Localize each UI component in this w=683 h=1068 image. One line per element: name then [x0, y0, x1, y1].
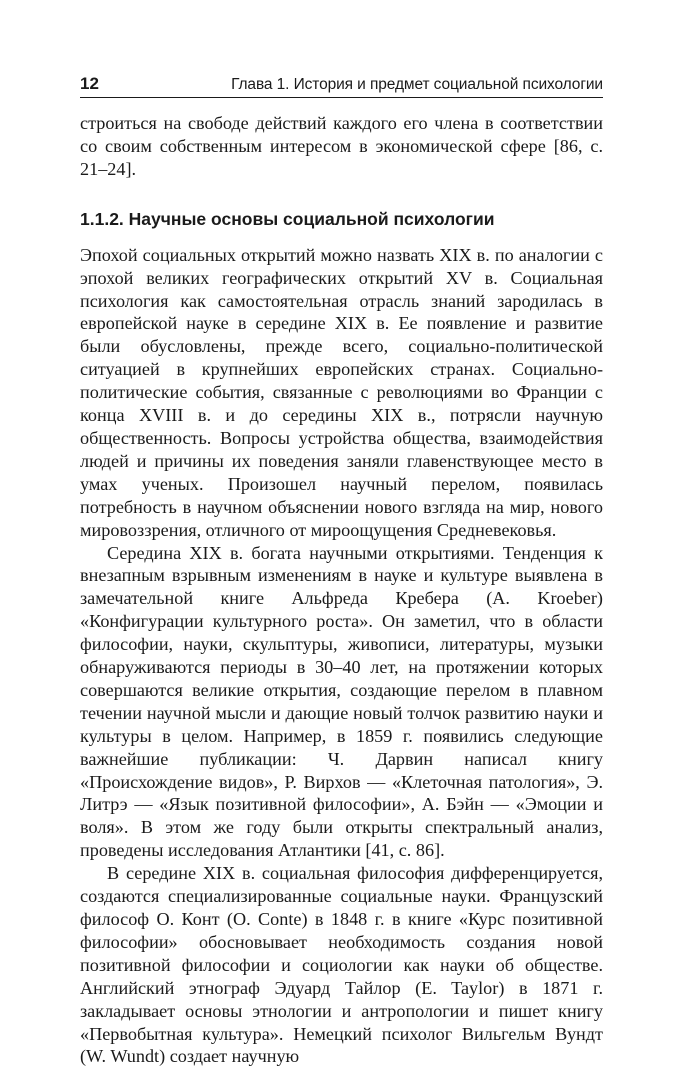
continuation-paragraph: строиться на свободе действий каждого его члена в соответствии со своим собственным интересом в экономической сфере [86, с. 21–24].: [80, 113, 603, 179]
paragraph-1: Эпохой социальных открытий можно назвать XIX в. по аналогии с эпохой великих географических открытий XV в. Социальная психология как самостоятельная отрасль знаний зародилась в европейской науке в середине XIX в. Ее появление и развитие были обусловлены, прежде всего, социально-политической ситуацией в крупнейших европейских странах. Социально-политические события, связанные с революциями во Франции с конца XVIII в. и до середины XIX в., потрясли научную общественность. Вопросы устройства общества, взаимодействия людей и причины их поведения заняли главенствующее место в умах ученых. Произошел научный перелом, появилась потребность в научном объяснении нового взгляда на мир, нового мировоззрения, отличного от мироощущения Средневековья.: [80, 244, 603, 540]
paragraph-3: В середине XIX в. социальная философия дифференцируется, создаются специализированные социальные науки. Французский философ О. Конт (O. Conte) в 1848 г. в книге «Курс позитивной философии» обосновывает необходимость создания новой позитивной философии и социологии как науки об обществе. Английский этнограф Эдуард Тайлор (E. Taylor) в 1871 г. закладывает основы этнологии и антропологии и пишет книгу «Первобытная культура». Немецкий психолог Вильгельм Вундт (W. Wundt) создает научную: [80, 863, 603, 1067]
paragraph-2: Середина XIX в. богата научными открытиями. Тенденция к внезапным взрывным изменениям в науке и культуре выявлена в замечательной книге Альфреда Кребера (A. Kroeber) «Конфигурации культурного роста». Он заметил, что в области философии, науки, скульптуры, живописи, литературы, музыки обнаруживаются периоды в 30–40 лет, на протяжении которых совершаются великие открытия, создающие перелом в плавном течении научной мысли и дающие новый толчок развитию науки и культуры в целом. Например, в 1859 г. появились следующие важнейшие публикации: Ч. Дарвин написал книгу «Происхождение видов», Р. Вирхов — «Клеточная патология», Э. Литрэ — «Язык позитивной философии», А. Бэйн — «Эмоции и воля». В этом же году были открыты спектральный анализ, проведены исследования Атлантики [41, с. 86].: [80, 542, 603, 861]
body-text: [80, 112, 603, 1068]
section-heading: 1.1.2. Научные основы социальной психологии: [80, 208, 495, 229]
running-header: [80, 66, 603, 98]
page-number: 12: [80, 74, 99, 93]
chapter-title: Глава 1. История и предмет социальной психологии: [231, 76, 603, 93]
